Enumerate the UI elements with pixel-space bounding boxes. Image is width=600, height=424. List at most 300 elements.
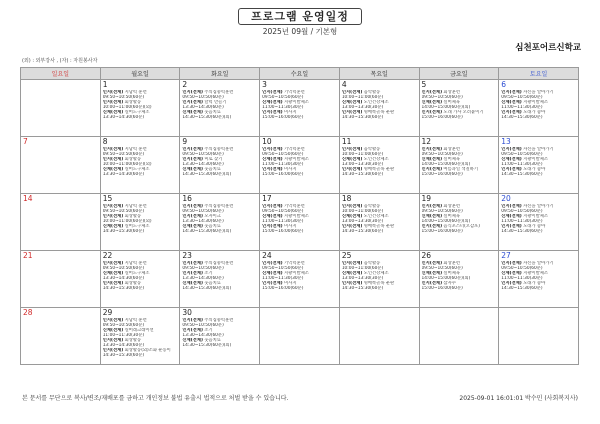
day-number: 25 — [341, 251, 352, 260]
program-type: 인지(전체) — [102, 214, 124, 219]
program-type: 인지(전체) — [182, 318, 203, 323]
day-cell — [260, 308, 340, 365]
program-type: 신체(전체) — [421, 214, 443, 219]
program-time: 14:30~15:30(60분) — [102, 353, 145, 358]
day-cell — [260, 251, 340, 308]
program-name: 자신을 알아가기 — [523, 204, 554, 209]
program-time: 11:00~11:30(30분) — [262, 105, 304, 110]
program-time: 11:00~11:30(30분) — [262, 276, 304, 281]
program-time: 14:30~15:30(60분) — [341, 229, 384, 234]
day-number: 15 — [102, 194, 113, 203]
program-type: 신체(전체) — [102, 328, 124, 333]
program-name: 지팡이발체조 — [523, 157, 549, 162]
day-number: 26 — [421, 251, 432, 260]
program-type: 인지(전체) — [262, 147, 283, 152]
program-time: 10:00~11:00(60분) — [341, 152, 384, 157]
program-name: 웃음치료 — [204, 110, 221, 115]
program-name: 지팡이발체조 — [284, 157, 309, 162]
day-cell — [339, 308, 419, 365]
program-time: 09:50~10:50(60분) — [262, 152, 304, 157]
program-type: 인지(전체) — [501, 224, 522, 229]
program-time: 09:50~10:50(60분) — [262, 266, 304, 271]
calendar-table — [20, 67, 579, 365]
program-time: 14:30~15:30(60분) — [501, 286, 543, 291]
day-cell — [180, 194, 260, 251]
program-time: 13:30~14:30(60분) — [182, 162, 224, 167]
program-type: 인지(전체) — [102, 157, 124, 162]
program-type: 신체(전체) — [182, 110, 203, 115]
program-time: 15:00~16:00(60분) — [421, 229, 463, 234]
day-cell — [419, 137, 499, 194]
program-name: 회상훈련 — [443, 90, 461, 95]
week-row — [21, 308, 579, 365]
week-row — [21, 194, 579, 251]
program-name: 노인건강체조 — [363, 157, 389, 162]
legend: (외) : 외부강사 , (자) : 자원봉사자 — [22, 58, 98, 64]
program-type: 인지(전체) — [102, 348, 124, 353]
day-cell — [499, 194, 579, 251]
program-type: 인지(전체) — [102, 147, 124, 152]
program-name: 웃음치료 — [204, 167, 221, 172]
program-name: 자신을 알아가기 — [523, 261, 554, 266]
day-cell — [21, 137, 101, 194]
day-number: 9 — [182, 137, 188, 146]
program-name: 기억력훈련 — [284, 147, 305, 152]
program-type: 인지(전체) — [102, 281, 124, 286]
program-time: 13:30~14:30(60분) — [182, 105, 224, 110]
program-name: 노래가 좋아 — [523, 224, 546, 229]
program-name: 기억력훈련 — [284, 204, 305, 209]
day-number: 2 — [182, 80, 188, 89]
footer-stamp: 2025-09-01 16:01:01 박수민 (사회복지사) — [459, 395, 578, 402]
day-number: 27 — [501, 251, 511, 260]
program-name: 자신을 알아가기 — [523, 90, 554, 95]
program-name: 지팡이발체조 — [284, 214, 309, 219]
program-name: 기억력훈련 — [284, 261, 305, 266]
program-name: 여름과일 색칠하기 — [443, 167, 478, 172]
program-name: 회상활동 — [124, 214, 142, 219]
program-type: 신체(전체) — [102, 271, 124, 276]
weekday-friday: 금요일 — [419, 68, 499, 80]
program-name: 실버체육 — [443, 214, 461, 219]
school-name: 심천포어르신학교 — [515, 43, 581, 53]
program-time: 15:00~16:00(60분) — [262, 286, 304, 291]
program-type: 신체(전체) — [262, 214, 283, 219]
program-type: 인지(전체) — [341, 167, 363, 172]
program-time: 13:30~14:30(60분) — [102, 276, 145, 281]
day-cell — [100, 308, 180, 365]
program-name: 회상활동 — [124, 338, 142, 343]
day-number: 5 — [421, 80, 427, 89]
program-name: 음악활동 — [363, 204, 381, 209]
footer — [22, 393, 578, 402]
day-cell — [180, 80, 260, 137]
program-time: 09:50~10:50(60분) — [501, 266, 543, 271]
program-time: 14:30~15:30(60분)(외) — [182, 343, 232, 348]
program-time: 14:30~15:30(60분) — [341, 286, 384, 291]
program-time: 14:30~15:30(60분)(외) — [182, 229, 232, 234]
program-name: 지팡이발체조 — [284, 100, 309, 105]
program-name: 웃음치료 — [204, 281, 221, 286]
program-name: 달력 만들기 — [204, 100, 227, 105]
day-cell — [180, 251, 260, 308]
program-name: 미사지 — [284, 281, 297, 286]
program-time: 14:00~15:00(60분)(외) — [421, 219, 471, 224]
program-type: 인지(전체) — [501, 110, 522, 115]
day-number: 16 — [182, 194, 192, 203]
program-type: 인지(전체) — [102, 204, 124, 209]
footer-notice: 본 문서를 무단으로 복사/변조/재배포를 금하고 개인정보 불법 유출시 법적으로 처벌 받을 수 있습니다. — [22, 395, 289, 402]
day-cell — [21, 308, 101, 365]
program-name: 노인건강체조 — [363, 214, 389, 219]
day-number: 7 — [23, 137, 28, 146]
day-cell — [260, 137, 340, 194]
program-name: 기억력훈련 — [284, 90, 305, 95]
program-time: 14:00~15:00(60분)(외) — [421, 276, 471, 281]
weekday-sunday: 일요일 — [21, 68, 101, 80]
program-time: 10:00~11:00(60분)(외) — [102, 105, 152, 110]
program-type: 인지(전체) — [501, 147, 522, 152]
program-time: 09:50~10:50(60분) — [421, 152, 463, 157]
program-name: 실버도구체조 — [124, 224, 150, 229]
program-type: 인지(전체) — [501, 167, 522, 172]
day-number: 29 — [102, 308, 113, 317]
day-number: 8 — [102, 137, 108, 146]
program-time: 14:30~15:30(60분) — [501, 115, 543, 120]
program-type: 신체(전체) — [421, 100, 443, 105]
program-type: 신체(전체) — [341, 100, 363, 105]
program-type: 인지(전체) — [341, 261, 363, 266]
program-time: 14:30~15:30(60분)(외) — [182, 172, 232, 177]
day-number: 14 — [23, 194, 33, 203]
program-type: 신체(전체) — [341, 214, 363, 219]
day-cell — [100, 80, 180, 137]
program-name: 노래가 좋아 — [523, 281, 546, 286]
program-name: 음악활동 — [363, 261, 381, 266]
day-cell — [260, 194, 340, 251]
program-time: 09:50~10:50(60분) — [102, 209, 145, 214]
day-number: 10 — [262, 137, 272, 146]
day-cell — [419, 308, 499, 365]
program-name: 지남력 훈련 — [124, 204, 147, 209]
program-time: 13:00~13:30(30분) — [341, 219, 384, 224]
program-type: 인지(전체) — [421, 281, 443, 286]
program-time: 15:00~16:00(60분) — [262, 229, 304, 234]
program-time: 09:50~10:50(60분) — [501, 95, 543, 100]
program-type: 인지(전체) — [182, 261, 203, 266]
program-time: 09:50~10:50(60분) — [421, 266, 463, 271]
program-name: 미사지 — [284, 110, 297, 115]
program-name: 명배쪽골목 운판 — [363, 281, 395, 286]
day-cell — [499, 137, 579, 194]
program-name: 지남력 훈련 — [124, 261, 147, 266]
day-cell — [339, 137, 419, 194]
program-time: 11:00~11:30(30분) — [262, 219, 304, 224]
page-title-wrap — [0, 5, 600, 25]
program-time: 14:30~15:30(60분) — [341, 115, 384, 120]
program-time: 09:50~10:50(60분) — [182, 323, 224, 328]
program-name: 지팡이발체조 — [523, 214, 549, 219]
day-cell — [499, 251, 579, 308]
week-row — [21, 137, 579, 194]
day-cell — [419, 80, 499, 137]
program-name: 음악활동 — [363, 147, 381, 152]
program-type: 인지(전체) — [421, 261, 443, 266]
weekday-thursday: 목요일 — [339, 68, 419, 80]
day-number: 23 — [182, 251, 192, 260]
weekday-wednesday: 수요일 — [260, 68, 340, 80]
program-name: 명배쪽골목 운판 — [363, 167, 395, 172]
program-type: 인지(전체) — [102, 318, 124, 323]
day-number: 1 — [102, 80, 108, 89]
program-type: 인지(전체) — [182, 328, 203, 333]
day-cell — [499, 308, 579, 365]
program-time: 14:30~15:30(60분) — [501, 172, 543, 177]
program-type: 인지(전체) — [501, 204, 522, 209]
program-type: 신체(전체) — [421, 271, 443, 276]
day-number: 12 — [421, 137, 432, 146]
program-type: 인지(전체) — [182, 214, 203, 219]
program-type: 인지(전체) — [102, 261, 124, 266]
program-time: 11:00~11:30(30분) — [501, 276, 543, 281]
program-type: 인지(전체) — [262, 224, 283, 229]
program-name: 노인건강체조 — [363, 100, 389, 105]
program-type: 인지(전체) — [501, 90, 522, 95]
program-name: 자신을 알아가기 — [523, 147, 554, 152]
program-time: 15:00~16:00(60분) — [262, 172, 304, 177]
day-cell — [339, 251, 419, 308]
day-cell — [180, 137, 260, 194]
program-time: 09:50~10:50(60분) — [102, 152, 145, 157]
program-time: 09:50~10:50(60분) — [421, 95, 463, 100]
program-type: 인지(전체) — [421, 147, 443, 152]
program-name: 노래 가사 오려붙이기 — [443, 110, 484, 115]
weekday-header-row — [21, 68, 579, 80]
program-time: 09:50~10:50(60분) — [182, 266, 224, 271]
program-time: 14:30~15:30(60분) — [102, 286, 145, 291]
program-type: 신체(전체) — [182, 224, 203, 229]
program-name: 실버도구체조 — [124, 271, 150, 276]
program-name: 회상훈련 — [443, 147, 461, 152]
program-name: 주의집중력훈련 — [204, 261, 234, 266]
program-type: 신체(전체) — [102, 224, 124, 229]
program-time: 13:00~13:30(30분) — [341, 105, 384, 110]
day-number: 22 — [102, 251, 113, 260]
program-name: 웃음치료 — [204, 338, 221, 343]
program-name: 지남력 훈련 — [124, 318, 147, 323]
program-type: 신체(전체) — [341, 157, 363, 162]
program-time: 13:30~14:30(60분) — [102, 115, 145, 120]
program-name: 주의집중력훈련 — [204, 90, 234, 95]
program-name: 노래가 좋아 — [523, 110, 546, 115]
program-name: 미로 찾기 — [204, 157, 223, 162]
program-type: 인지(전체) — [341, 110, 363, 115]
program-time: 15:00~16:00(60분) — [421, 172, 463, 177]
program-name: 삼자수 — [443, 281, 456, 286]
program-time: 11:00~11:30(30분) — [102, 333, 145, 338]
program-time: 14:30~15:30(60분)(외) — [182, 115, 232, 120]
weekday-tuesday: 화요일 — [180, 68, 260, 80]
program-time: 09:50~10:50(60분) — [421, 209, 463, 214]
program-time: 10:00~11:00(60분)(외) — [102, 162, 152, 167]
day-number: 11 — [341, 137, 352, 146]
program-type: 인지(전체) — [262, 281, 283, 286]
day-number: 18 — [341, 194, 352, 203]
program-name: 음악활동 — [363, 90, 381, 95]
program-time: 09:50~10:50(60분) — [182, 209, 224, 214]
program-name: 지팡이발체조 — [523, 271, 549, 276]
program-name: 소기 — [204, 328, 213, 333]
program-time: 14:30~15:30(60분) — [102, 229, 145, 234]
day-number: 24 — [262, 251, 272, 260]
program-type: 인지(전체) — [421, 224, 443, 229]
program-name: 음식포스터(오감포) — [443, 224, 480, 229]
program-name: 실버체육 — [443, 157, 461, 162]
program-type: 인지(전체) — [501, 261, 522, 266]
program-type: 인지(전체) — [262, 110, 283, 115]
program-time: 09:50~10:50(60분) — [501, 209, 543, 214]
program-time: 13:30~14:30(60분) — [102, 172, 145, 177]
day-cell — [100, 194, 180, 251]
program-name: 실버체육 — [443, 100, 461, 105]
program-name: 실버레크레이션 — [124, 328, 154, 333]
program-type: 인지(전체) — [182, 90, 203, 95]
program-name: 주의집중력훈련 — [204, 204, 234, 209]
program-time: 09:50~10:50(60분) — [262, 95, 304, 100]
program-type: 인지(전체) — [341, 147, 363, 152]
program-name: 회상훈련 — [443, 261, 461, 266]
program-time: 09:50~10:50(60분) — [102, 323, 145, 328]
week-row — [21, 251, 579, 308]
program-name: 웃음치료 — [204, 224, 221, 229]
program-name: 회상활동(외)소화 운동이 — [124, 348, 171, 353]
program-time: 11:00~11:30(30분) — [262, 162, 304, 167]
program-name: 회상훈련 — [443, 204, 461, 209]
program-type: 신체(전체) — [501, 214, 522, 219]
program-type: 인지(전체) — [262, 90, 283, 95]
day-cell — [339, 80, 419, 137]
program-name: 명배쪽골목 운판 — [363, 224, 395, 229]
program-time: 15:00~16:00(60분) — [262, 115, 304, 120]
program-name: 회상활동 — [124, 157, 142, 162]
program-time: 09:50~10:50(60분) — [182, 95, 224, 100]
program-time: 14:00~15:00(60분)(외) — [421, 162, 471, 167]
weekday-saturday: 토요일 — [499, 68, 579, 80]
program-type: 인지(전체) — [262, 204, 283, 209]
program-name: 미사지 — [284, 167, 297, 172]
program-type: 신체(전체) — [262, 100, 283, 105]
program-name: 명배쪽골목 운판 — [363, 110, 395, 115]
program-time: 14:00~15:00(60분)(외) — [421, 105, 471, 110]
program-time: 11:00~11:30(30분) — [501, 219, 543, 224]
program-type: 신체(전체) — [102, 167, 124, 172]
program-type: 인지(전체) — [262, 261, 283, 266]
program-time: 13:00~13:30(30분) — [341, 162, 384, 167]
program-name: 회상활동 — [124, 281, 142, 286]
program-name: 소기 — [204, 271, 213, 276]
day-cell — [339, 194, 419, 251]
program-time: 14:30~15:30(60분) — [341, 172, 384, 177]
program-type: 인지(전체) — [102, 338, 124, 343]
program-type: 신체(전체) — [501, 100, 522, 105]
day-number: 28 — [23, 308, 33, 317]
program-name: 지팡이발체조 — [284, 271, 309, 276]
program-name: 미사지 — [284, 224, 297, 229]
program-time: 15:00~16:00(60분) — [421, 115, 463, 120]
day-number: 4 — [341, 80, 347, 89]
day-number: 13 — [501, 137, 511, 146]
program-time: 10:00~11:00(60분) — [341, 209, 384, 214]
day-cell — [180, 308, 260, 365]
day-number: 21 — [23, 251, 33, 260]
calendar-body — [21, 80, 579, 365]
program-name: 실버체육 — [443, 271, 461, 276]
program-name: 지팡이발체조 — [523, 100, 549, 105]
program-type: 인지(전체) — [262, 167, 283, 172]
day-number: 3 — [262, 80, 267, 89]
day-cell — [21, 251, 101, 308]
program-name: 노래가 좋아 — [523, 167, 546, 172]
program-type: 신체(전체) — [421, 157, 443, 162]
program-time: 13:00~13:30(30분) — [341, 276, 384, 281]
week-row — [21, 80, 579, 137]
program-name: 모자이크 — [204, 214, 221, 219]
day-cell — [419, 251, 499, 308]
program-name: 주의집중력훈련 — [204, 318, 234, 323]
program-time: 13:30~14:30(60분) — [182, 333, 224, 338]
day-cell — [419, 194, 499, 251]
program-type: 신체(전체) — [262, 157, 283, 162]
program-type: 인지(전체) — [182, 147, 203, 152]
program-type: 인지(전체) — [421, 90, 443, 95]
page-title: 프로그램 운영일정 — [238, 8, 362, 25]
program-time: 13:30~14:30(60분) — [102, 343, 145, 348]
program-time: 09:50~10:50(60분) — [501, 152, 543, 157]
program-type: 인지(전체) — [102, 100, 124, 105]
program-time: 09:50~10:50(60분) — [102, 266, 145, 271]
program-type: 인지(전체) — [182, 204, 203, 209]
program-type: 신체(전체) — [341, 271, 363, 276]
program-type: 인지(전체) — [501, 281, 522, 286]
program-type: 인지(전체) — [421, 204, 443, 209]
program-type: 인지(전체) — [341, 281, 363, 286]
program-name: 주의집중력훈련 — [204, 147, 234, 152]
program-type: 신체(전체) — [102, 110, 124, 115]
program-type: 인지(전체) — [421, 110, 443, 115]
program-type: 신체(전체) — [182, 281, 203, 286]
program-type: 인지(전체) — [182, 100, 203, 105]
program-time: 14:30~15:30(60분) — [501, 229, 543, 234]
weekday-monday: 월요일 — [100, 68, 180, 80]
day-number: 19 — [421, 194, 432, 203]
program-type: 인지(전체) — [341, 90, 363, 95]
program-name: 실버도구체조 — [124, 167, 150, 172]
day-cell — [21, 80, 101, 137]
program-name: 회상활동 — [124, 100, 142, 105]
page-subtitle: 2025년 09월 / 기본형 — [262, 27, 338, 36]
program-type: 신체(전체) — [182, 338, 203, 343]
day-cell — [499, 80, 579, 137]
program-time: 13:30~14:30(60분) — [182, 276, 224, 281]
program-type: 인지(전체) — [341, 204, 363, 209]
program-type: 신체(전체) — [262, 271, 283, 276]
program-name: 노인건강체조 — [363, 271, 389, 276]
day-cell — [100, 251, 180, 308]
day-cell — [100, 137, 180, 194]
program-time: 14:30~15:30(60분)(외) — [182, 286, 232, 291]
program-type: 인지(전체) — [341, 224, 363, 229]
program-time: 10:00~11:00(60분)(외) — [102, 219, 152, 224]
